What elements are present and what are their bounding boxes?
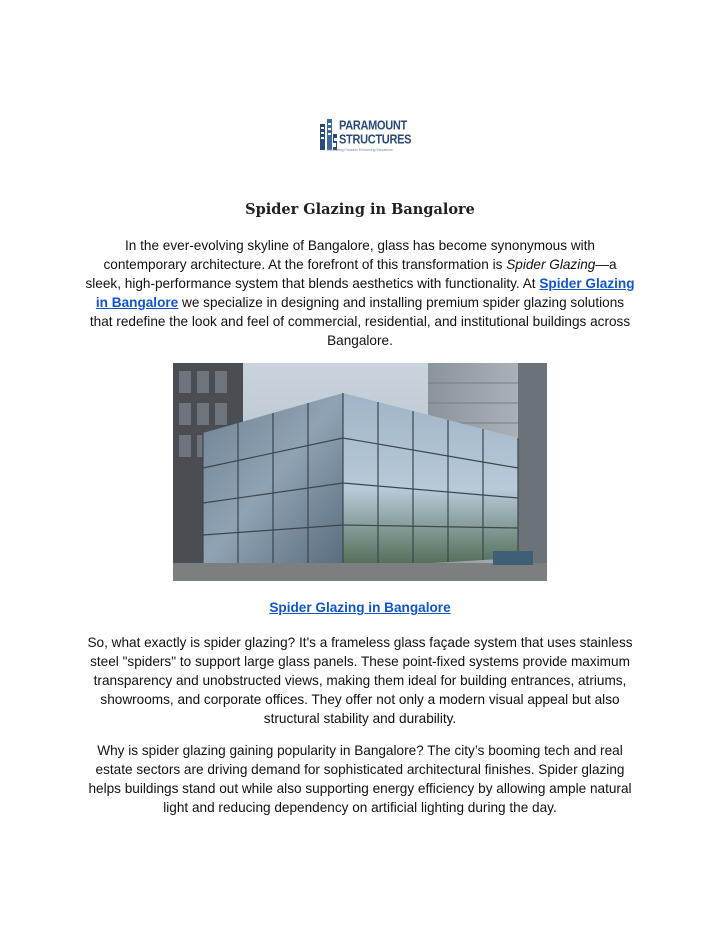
logo-tagline: Innovating Facades Enhancing Elevations: [327, 148, 393, 152]
intro-text-2: —a sleek, high-performance system that blends aesthetics with functionality. At: [85, 257, 617, 291]
company-logo: [318, 116, 412, 154]
building-photo-graphic: [173, 363, 547, 581]
body-paragraph-2: So, what exactly is spider glazing? It's a frameless glass façade system that uses stainless steel "spiders" to support large glass panels. These point-fixed systems provide maximum transparency and unobstructed views, making them ideal for building entrances, atriums, showrooms, and corporate offices. They offer not only a modern visual appeal but also structural stability and durability.: [87, 635, 633, 726]
intro-emphasis: Spider Glazing: [506, 257, 596, 272]
image-caption: [0, 600, 720, 615]
glass-facade-building-photo: [173, 363, 547, 581]
logo-text-line1: PARAMOUNT: [339, 119, 407, 133]
building-logo-icon: [318, 118, 338, 152]
intro-text-3: we specialize in designing and installing premium spider glazing solutions that redefine the look and feel of commercial, residential, and institutional buildings across Bangalore.: [89, 295, 631, 348]
body-paragraph-3: Why is spider glazing gaining popularity in Bangalore? The city’s booming tech and real estate sectors are driving demand for sophisticated architectural finishes. Spider glazing helps buildings stand out while also supporting energy efficiency by allowing ample natural light and reducing dependency on artificial lighting during the day.: [88, 743, 632, 815]
intro-text-1: In the ever-evolving skyline of Bangalore, glass has become synonymous with contemporary architecture. At the forefront of this transformation is: [103, 238, 595, 272]
page-title: Spider Glazing in Bangalore: [245, 201, 475, 218]
intro-link[interactable]: Spider Glazing in Bangalore: [95, 276, 635, 310]
intro-paragraph: [84, 236, 636, 350]
logo-text-line2: STRUCTURES: [339, 133, 412, 147]
caption-link[interactable]: Spider Glazing in Bangalore: [269, 600, 451, 615]
